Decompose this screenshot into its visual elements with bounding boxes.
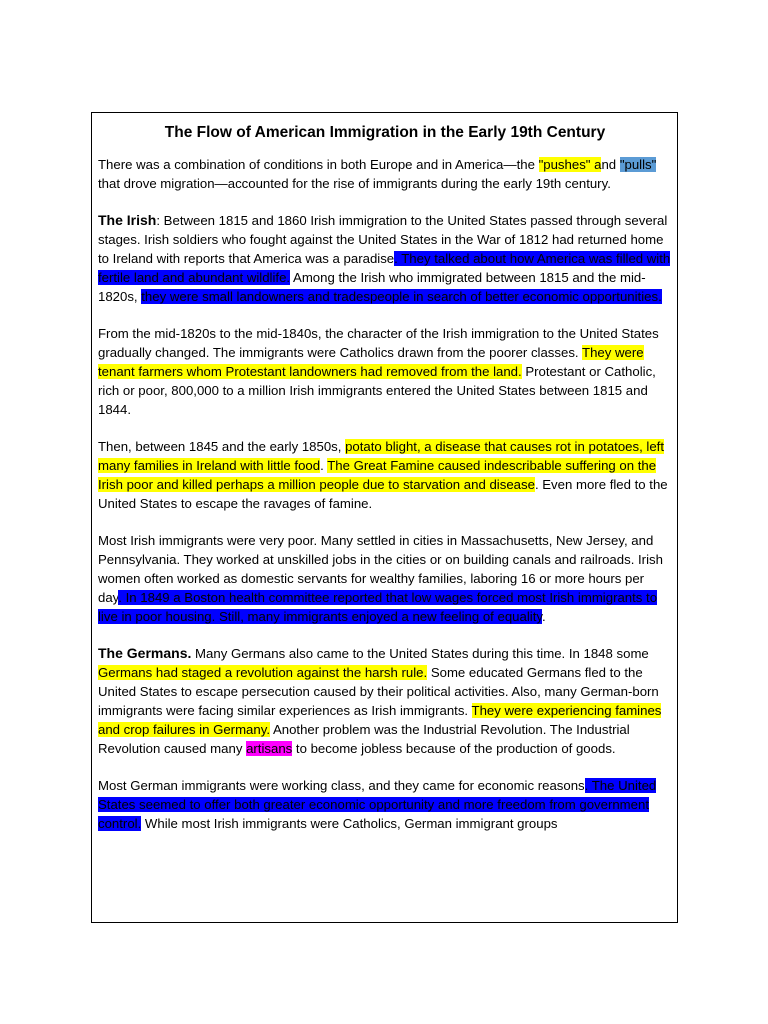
paragraph-german-2: [98, 776, 672, 833]
highlight-irish3-1: potato blight, a disease that causes rot in potatoes, left many families in Ireland with little food: [98, 439, 664, 473]
section-lead-irish: The Irish: [98, 212, 157, 228]
irish3-text-1: Then, between 1845 and the early 1850s,: [98, 439, 346, 454]
german1-text-3: Another problem was the Industrial Revolution. The Industrial Revolution caused many: [98, 722, 630, 756]
highlight-irish4-1: . In 1849 a Boston health committee reported that low wages forced most Irish immigrants to live in poor housing. Still, many immigrants enjoyed a new feeling of equality: [98, 590, 658, 624]
irish3-text-2: .: [320, 458, 328, 473]
irish4-text-2: day: [98, 590, 119, 605]
section-lead-germans: The Germans.: [98, 645, 192, 661]
german1-text-1: Many Germans also came to the United States during this time. In 1848 some: [191, 646, 649, 661]
paragraph-intro: [98, 155, 672, 193]
highlight-pulls: "pulls": [619, 157, 657, 172]
highlight-pushes: "pushes" a: [538, 157, 602, 172]
irish4-text-3: .: [541, 609, 546, 624]
document-page: [91, 112, 678, 923]
highlight-artisans: artisans: [246, 741, 293, 756]
highlight-irish1-2: they were small landowners and tradespeople in search of better economic opportunities.: [141, 289, 662, 304]
irish3-text-3: . Even more fled to the United States to escape the ravages of famine.: [98, 477, 668, 511]
irish1-text-2: Among the Irish who immigrated between 1815 and the mid-1820s,: [98, 270, 646, 304]
document-title: The Flow of American Immigration in the Early 19th Century: [164, 124, 606, 141]
paragraph-irish-3: [98, 437, 672, 513]
german1-text-4: to become jobless because of the production of goods.: [292, 741, 616, 756]
irish4-text-1: Most Irish immigrants were very poor. Many settled in cities in Massachusetts, New Jersey, and Pennsylvania. They worked at unskilled jobs in the cities or on building canals and railroads. Irish women often worked as domestic servants for wealthy families, laboring 16 or more hours per: [98, 533, 663, 586]
intro-text-2: nd: [601, 157, 620, 172]
highlight-german1-2: They were experiencing famines and crop failures in Germany.: [98, 703, 662, 737]
intro-text-3: that drove migration—accounted for the rise of immigrants during the early 19th century.: [98, 176, 611, 191]
paragraph-german-1: [98, 644, 672, 758]
paragraph-irish-4: [98, 531, 672, 626]
intro-text-1: There was a combination of conditions in both Europe and in America—the: [98, 157, 539, 172]
paragraph-irish-1: [98, 211, 672, 306]
irish2-text-1: From the mid-1820s to the mid-1840s, the character of the Irish immigration to the United States gradually changed. The immigrants were Catholics drawn from the poorer classes.: [98, 326, 659, 360]
highlight-irish3-2: The Great Famine caused indescribable suffering on the Irish poor and killed perhaps a million people due to starvation and disease: [98, 458, 657, 492]
highlight-irish2-1: They were tenant farmers whom Protestant landowners had removed from the land.: [98, 345, 644, 379]
german2-text-2: While most Irish immigrants were Catholics, German immigrant groups: [141, 816, 558, 831]
german1-text-2: Some educated Germans fled to the United States to escape persecution caused by their political activities. Also, many German-born immigrants were facing similar experiences as Irish immigrants.: [98, 665, 659, 718]
highlight-german1-1: Germans had staged a revolution against the harsh rule.: [98, 665, 428, 680]
highlight-german2-1: . The United States seemed to offer both greater economic opportunity and more freedom from government control.: [98, 778, 657, 831]
paragraph-irish-2: [98, 324, 672, 419]
irish2-text-2: Protestant or Catholic, rich or poor, 800,000 to a million Irish immigrants entered the United States between 1815 and 1844.: [98, 364, 656, 417]
highlight-irish1-1: . They talked about how America was filled with fertile land and abundant wildlife.: [98, 251, 671, 285]
document-body: [98, 122, 672, 851]
irish1-text-1: : Between 1815 and 1860 Irish immigration to the United States passed through several stages. Irish soldiers who fought against the United States in the War of 1812 had returned home to Ireland with reports that America was a paradise: [98, 213, 668, 266]
german2-text-1: Most German immigrants were working class, and they came for economic reasons: [98, 778, 585, 793]
